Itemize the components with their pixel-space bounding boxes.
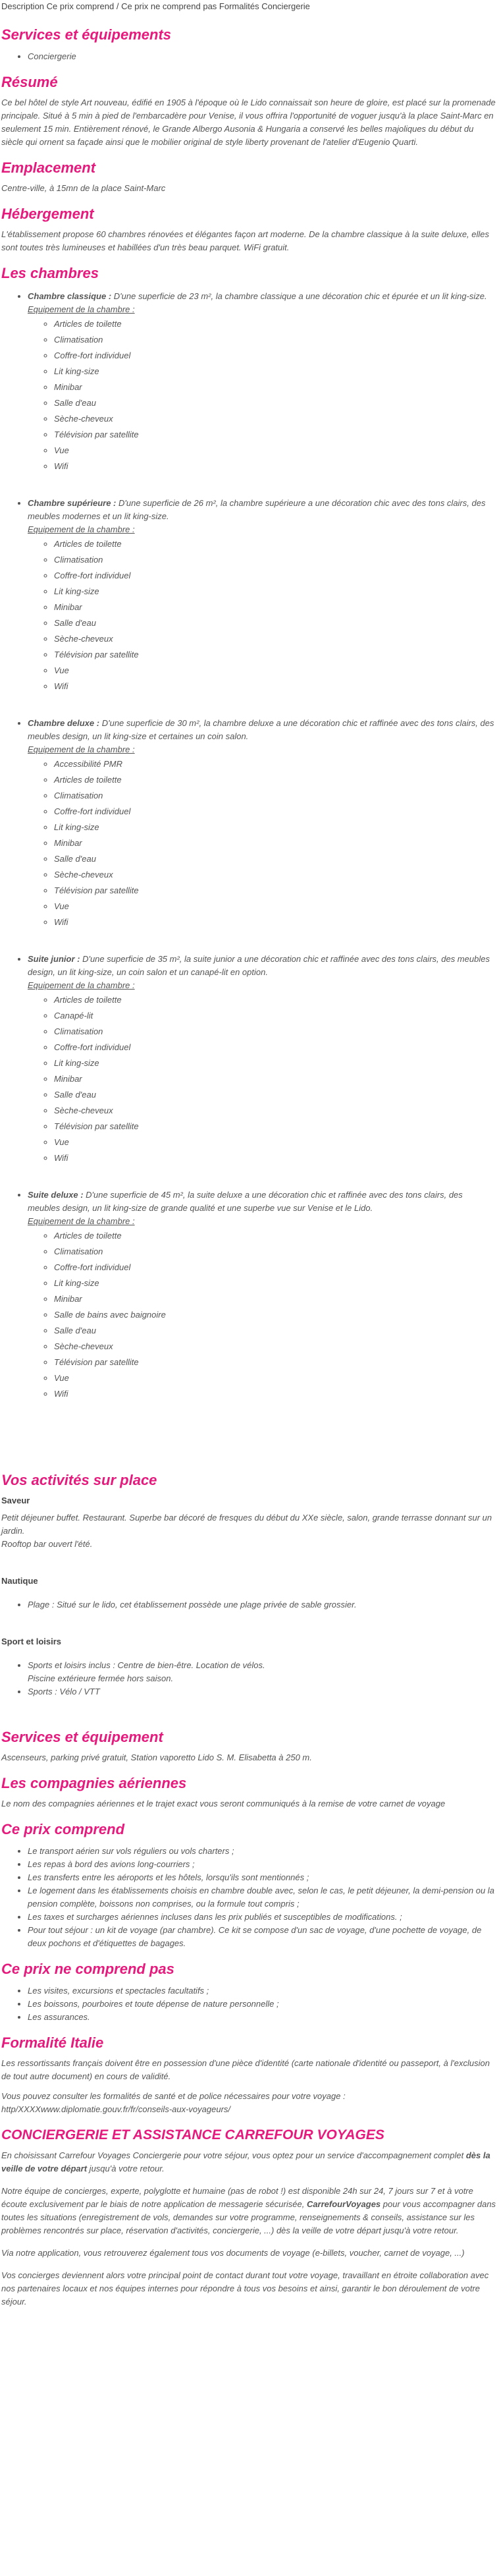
- list-item: ◦ Salle d'eau: [54, 615, 496, 631]
- list-item: ◦ Lit king-size: [54, 820, 496, 835]
- room-equipment-label: Equipement de la chambre :: [28, 980, 135, 990]
- formalite-link[interactable]: http/XXXXwww.diplomatie.gouv.fr/fr/conseils-aux-voyageurs/: [1, 2104, 231, 2114]
- list-item: ◦ Vue: [54, 1134, 496, 1150]
- compagnies-text: Le nom des compagnies aériennes et le trajet exact vous seront communiqués à la remise de votre carnet de voyage: [1, 1799, 446, 1808]
- concierge-p1: [1, 2149, 496, 2175]
- emplacement-text: Centre-ville, à 15mn de la place Saint-Marc: [1, 183, 166, 193]
- room-desc: D'une superficie de 23 m², la chambre classique a une décoration chic et épurée et un lit king-size.: [113, 291, 487, 301]
- list-item: ◦ Wifi: [54, 679, 496, 694]
- room-item: [28, 290, 496, 474]
- list-item: ◦ Minibar: [54, 1071, 496, 1087]
- nautique-list: [1, 1598, 496, 1611]
- room-equipment-label: Equipement de la chambre :: [28, 744, 135, 754]
- room-equipment-label: Equipement de la chambre :: [28, 524, 135, 534]
- list-item: ◦ Sèche-cheveux: [54, 1339, 496, 1355]
- concierge-p1-b: dès la veille de votre départ: [1, 2150, 490, 2173]
- hebergement-title: Hébergement: [1, 206, 94, 222]
- list-item: ◦ Articles de toilette: [54, 1228, 496, 1244]
- list-item: ◦ Salle d'eau: [54, 851, 496, 867]
- sport-item-text: Sports et loisirs inclus : Centre de bien-être. Location de vélos.: [28, 1660, 265, 1670]
- list-item: ◦ Coffre-fort individuel: [54, 804, 496, 820]
- concierge-p4: Vos concierges deviennent alors votre principal point de contact durant tout votre voyage, travaillant en étroite collaboration avec nos partenaires locaux et nos équipes internes pour répondre à tous vos besoins et ainsi, garantir le bon déroulement de votre séjour.: [1, 2270, 489, 2307]
- sport-item-text-line2: Piscine extérieure fermée hors saison.: [28, 1673, 174, 1683]
- chambres-title: Les chambres: [1, 265, 99, 281]
- services2-title: Services et équipement: [1, 1729, 163, 1745]
- list-item: ◦ Minibar: [54, 600, 496, 615]
- list-item: • Les repas à bord des avions long-courriers ;: [28, 1858, 496, 1871]
- room-item: [28, 717, 496, 930]
- list-item: ◦ Articles de toilette: [54, 316, 496, 332]
- sport-title: Sport et loisirs: [1, 1637, 62, 1646]
- services-list: [1, 50, 496, 63]
- room-desc: D'une superficie de 30 m², la chambre deluxe a une décoration chic et raffinée avec des tons clairs, des meubles design, un lit king-size et certaines un coin salon.: [28, 718, 494, 741]
- list-item: ◦ Sèche-cheveux: [54, 411, 496, 427]
- list-item: ◦ Lit king-size: [54, 364, 496, 379]
- formalite-text-1: Les ressortissants français doivent être en possession d'une pièce d'identité (carte nationale d'identité ou passeport, à l'exclusion de tout autre document) en cours de validité.: [1, 2058, 490, 2081]
- formalite-text-2: [1, 2090, 496, 2116]
- services-title: Services et équipements: [1, 26, 172, 43]
- list-item: ◦ Lit king-size: [54, 584, 496, 600]
- list-item: ◦ Articles de toilette: [54, 992, 496, 1008]
- nautique-title: Nautique: [1, 1576, 38, 1586]
- room-name: Chambre deluxe :: [28, 718, 100, 728]
- list-item: ◦ Climatisation: [54, 1024, 496, 1040]
- room-name: Suite deluxe :: [28, 1190, 84, 1200]
- resume-text: Ce bel hôtel de style Art nouveau, édifié en 1905 à l'époque où le Lido connaissait son heure de gloire, est placé sur la promenade principale. Situé à 5 min à pied de l'embarcadère pour Venise, il vous offrira l'opportunité de voguer jusqu'à la place Saint-Marc en seulement 15 min. Entièrement rénové, le Grande Albergo Ausonia & Hungaria a conservé les belles majoliques du début du siècle qui ornent sa façade ainsi que le mobilier original de style liberty provenant de l'atelier d'Eugenio Quarti.: [1, 98, 496, 147]
- list-item: ◦ Sèche-cheveux: [54, 1103, 496, 1119]
- room-equipment-list: [28, 316, 496, 474]
- saveur-title: Saveur: [1, 1496, 30, 1505]
- list-item: ◦ Vue: [54, 899, 496, 914]
- concierge-p1-a: En choisissant Carrefour Voyages Conciergerie pour votre séjour, vous optez pour un service d'accompagnement complet: [1, 2150, 466, 2160]
- room-desc: D'une superficie de 35 m², la suite junior a une décoration chic et raffinée avec des tons clairs, des meubles design, un lit king-size, un coin salon et un canapé-lit en option.: [28, 954, 490, 977]
- activites-title: Vos activités sur place: [1, 1472, 157, 1488]
- saveur-text: [1, 1511, 496, 1551]
- list-item: • Conciergerie: [28, 50, 496, 63]
- prix-list: [1, 1845, 496, 1950]
- room-equipment-list: [28, 1228, 496, 1402]
- list-item: ◦ Salle d'eau: [54, 1087, 496, 1103]
- room-equipment-list: [28, 756, 496, 930]
- list-item: ◦ Télévision par satellite: [54, 427, 496, 443]
- saveur-text-1: Petit déjeuner buffet. Restaurant. Superbe bar décoré de fresques du début du XXe siècle, salon, grande terrasse donnant sur un jardin.: [1, 1513, 492, 1536]
- list-item: ◦ Télévision par satellite: [54, 1119, 496, 1134]
- list-item: • Plage : Situé sur le lido, cet établissement possède une plage privée de sable grossier.: [28, 1598, 496, 1611]
- room-name: Suite junior :: [28, 954, 80, 964]
- list-item: ◦ Climatisation: [54, 332, 496, 348]
- emplacement-title: Emplacement: [1, 159, 96, 176]
- room-item: [28, 497, 496, 694]
- nonprix-title: Ce prix ne comprend pas: [1, 1961, 174, 1977]
- concierge-title: CONCIERGERIE ET ASSISTANCE CARREFOUR VOYAGES: [1, 2127, 384, 2142]
- concierge-p2-c: pour vous accompagner dans toutes les situations (enregistrement de vols, demandes sur votre programme, renseignements & conseils, assistance sur les problèmes rencontrés sur place, réservation d'activités, conciergerie, ...) dès la veille de votre départ jusqu'à votre retour.: [1, 2199, 496, 2235]
- list-item: ◦ Articles de toilette: [54, 772, 496, 788]
- room-name: Chambre classique :: [28, 291, 112, 301]
- list-item: • Les visites, excursions et spectacles facultatifs ;: [28, 1984, 496, 1998]
- prix-title: Ce prix comprend: [1, 1821, 125, 1837]
- list-item: ◦ Climatisation: [54, 1244, 496, 1260]
- room-equipment-label: Equipement de la chambre :: [28, 1216, 135, 1226]
- compagnies-title: Les compagnies aériennes: [1, 1775, 187, 1791]
- list-item: ◦ Sèche-cheveux: [54, 631, 496, 647]
- list-item: ◦ Vue: [54, 1370, 496, 1386]
- resume-title: Résumé: [1, 74, 58, 90]
- room-desc: D'une superficie de 26 m², la chambre supérieure a une décoration chic avec des tons clairs, des meubles modernes et un lit king-size.: [28, 498, 486, 521]
- list-item: ◦ Coffre-fort individuel: [54, 348, 496, 364]
- saveur-text-2: Rooftop bar ouvert l'été.: [1, 1539, 93, 1549]
- list-item: ◦ Minibar: [54, 1291, 496, 1307]
- list-item: ◦ Minibar: [54, 835, 496, 851]
- list-item: ◦ Coffre-fort individuel: [54, 1040, 496, 1055]
- list-item: ◦ Minibar: [54, 379, 496, 395]
- list-item: ◦ Salle de bains avec baignoire: [54, 1307, 496, 1323]
- concierge-p2: [1, 2185, 496, 2237]
- list-item: ◦ Coffre-fort individuel: [54, 568, 496, 584]
- list-item: ◦ Vue: [54, 663, 496, 679]
- list-item: ◦ Wifi: [54, 914, 496, 930]
- list-item: ◦ Vue: [54, 443, 496, 459]
- list-item: ◦ Canapé-lit: [54, 1008, 496, 1024]
- room-equipment-label: Equipement de la chambre :: [28, 304, 135, 314]
- concierge-p2-a: Notre équipe de concierges, experte, polyglotte et humaine (pas de robot !) est disponible 24h sur 24, 7 jours sur 7 et à votre écoute exclusivement par le biais de notre application de messagerie sécurisée,: [1, 2186, 473, 2209]
- list-item: • Les transferts entre les aéroports et les hôtels, lorsqu'ils sont mentionnés ;: [28, 1871, 496, 1884]
- concierge-p2-b: CarrefourVoyages: [306, 2199, 381, 2209]
- list-item: ◦ Accessibilité PMR: [54, 756, 496, 772]
- list-item: ◦ Télévision par satellite: [54, 883, 496, 899]
- list-item: ◦ Télévision par satellite: [54, 1355, 496, 1370]
- list-item: • Le logement dans les établissements choisis en chambre double avec, selon le cas, le petit déjeuner, la demi-pension ou la pension complète, boissons non comprises, ou la formule tout compris ;: [28, 1884, 496, 1911]
- list-item: ◦ Sèche-cheveux: [54, 867, 496, 883]
- hebergement-text: L'établissement propose 60 chambres rénovées et élégantes façon art moderne. De la chambre classique à la suite deluxe, elles sont toutes très lumineuses et habillées d'un très beau parquet. WiFi gratuit.: [1, 229, 490, 252]
- list-item: • Les boissons, pourboires et toute dépense de nature personnelle ;: [28, 1998, 496, 2011]
- list-item: • Les taxes et surcharges aériennes incluses dans les prix publiés et susceptibles de modifications. ;: [28, 1911, 496, 1924]
- list-item: ◦ Salle d'eau: [54, 395, 496, 411]
- room-item: [28, 1189, 496, 1402]
- concierge-p3: Via notre application, vous retrouverez également tous vos documents de voyage (e-billets, voucher, carnet de voyage, ...): [1, 2248, 465, 2258]
- list-item: ◦ Lit king-size: [54, 1275, 496, 1291]
- services2-text: Ascenseurs, parking privé gratuit, Station vaporetto Lido S. M. Elisabetta à 250 m.: [1, 1752, 312, 1762]
- sport-list: [1, 1659, 496, 1698]
- list-item: ◦ Wifi: [54, 1150, 496, 1166]
- list-item: ◦ Coffre-fort individuel: [54, 1260, 496, 1275]
- list-item: [28, 1659, 496, 1685]
- formalite-text-2-body: Vous pouvez consulter les formalités de santé et de police nécessaires pour votre voyage :: [1, 2091, 346, 2101]
- list-item: ◦ Articles de toilette: [54, 536, 496, 552]
- formalite-title: Formalité Italie: [1, 2034, 104, 2051]
- list-item: ◦ Wifi: [54, 459, 496, 474]
- list-item: • Le transport aérien sur vols réguliers ou vols charters ;: [28, 1845, 496, 1858]
- room-item: [28, 953, 496, 1166]
- concierge-p1-c: jusqu'à votre retour.: [87, 2164, 165, 2173]
- breadcrumb: Description Ce prix comprend / Ce prix ne comprend pas Formalités Conciergerie: [1, 1, 310, 11]
- list-item: • Pour tout séjour : un kit de voyage (par chambre). Ce kit se compose d'un sac de voyage, d'une pochette de voyage, de deux pochons et d'étiquettes de bagages.: [28, 1924, 496, 1950]
- rooms-list: [1, 290, 496, 1402]
- list-item: ◦ Lit king-size: [54, 1055, 496, 1071]
- room-equipment-list: [28, 536, 496, 694]
- room-desc: D'une superficie de 45 m², la suite deluxe a une décoration chic et raffinée avec des tons clairs, des meubles design, un lit king-size de grande qualité et une superbe vue sur Venise et le Lido.: [28, 1190, 463, 1213]
- room-equipment-list: [28, 992, 496, 1166]
- room-name: Chambre supérieure :: [28, 498, 117, 508]
- list-item: • Sports : Vélo / VTT: [28, 1685, 496, 1698]
- nonprix-list: [1, 1984, 496, 2024]
- list-item: ◦ Climatisation: [54, 552, 496, 568]
- list-item: ◦ Climatisation: [54, 788, 496, 804]
- list-item: ◦ Wifi: [54, 1386, 496, 1402]
- list-item: • Les assurances.: [28, 2011, 496, 2024]
- list-item: ◦ Télévision par satellite: [54, 647, 496, 663]
- list-item: ◦ Salle d'eau: [54, 1323, 496, 1339]
